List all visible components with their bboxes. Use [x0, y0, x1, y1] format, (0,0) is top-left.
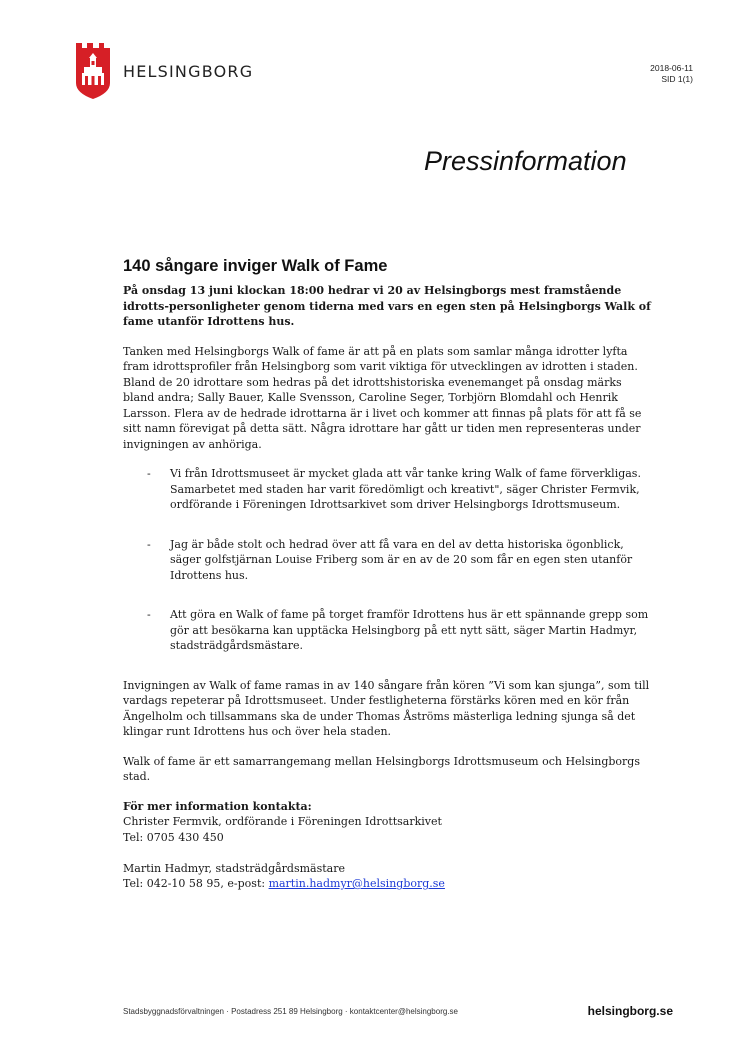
- bullet-dash: -: [147, 608, 151, 621]
- document-meta: [650, 63, 693, 84]
- footer-address: Stadsbyggnadsförvaltningen · Postadress 251 89 Helsingborg · kontaktcenter@helsingborg.se: [123, 1007, 458, 1016]
- contact-person-2-line: [123, 876, 653, 892]
- contact-block: [123, 799, 653, 892]
- contact-person-1-phone: Tel: 0705 430 450: [123, 830, 224, 844]
- article-paragraph-1: Tanken med Helsingborgs Walk of fame är att på en plats som samlar många idrotter lyfta fram idrottsprofiler från Helsingborg som varit viktiga för utvecklingen av idrotten i staden. Bland de 20 idrottare som hedras på det idrottshistoriska evenemanget på onsdag märks bland andra; Sally Bauer, Kalle Svensson, Caroline Seger, Torbjörn Blomdahl och Henrik Larsson. Flera av de hedrade idrottarna är i livet och kommer att finnas på plats för att få se sitt namn förevigat på detta sätt. Några idrottare har gått ur tiden men representeras under invigningen av anhöriga.: [123, 344, 642, 451]
- article-headline: 140 sångare inviger Walk of Fame: [123, 257, 388, 275]
- quote-text: Vi från Idrottsmuseet är mycket glada att vår tanke kring Walk of fame förverkligas. Samarbetet med staden har varit föredömligt och kreativt", säger Christer Fermvik, ordförande i Föreningen Idrottsarkivet som driver Helsingborgs Idrottsmuseum.: [170, 467, 641, 511]
- article-lead: På onsdag 13 juni klockan 18:00 hedrar vi 20 av Helsingborgs mest framstående idrotts-personligheter genom tiderna med vars en egen sten på Helsingborgs Walk of fame utanför Idrottens hus.: [123, 284, 651, 328]
- helsingborg-coat-of-arms-icon: [76, 43, 110, 99]
- quote-item: [123, 607, 653, 654]
- brand-wordmark: HELSINGBORG: [123, 62, 254, 81]
- article-body: [123, 257, 653, 892]
- bullet-dash: -: [147, 537, 151, 551]
- quote-item: [123, 537, 653, 584]
- bullet-dash: -: [147, 467, 151, 480]
- contact-heading: För mer information kontakta:: [123, 799, 312, 813]
- contact-person-2-phone: Tel: 042-10 58 95, e-post:: [123, 877, 269, 890]
- footer-website[interactable]: helsingborg.se: [587, 1004, 673, 1018]
- quote-item: [123, 466, 653, 513]
- quote-list: [123, 466, 653, 654]
- quote-text: Jag är både stolt och hedrad över att få vara en del av detta historiska ögonblick, säger golfstjärnan Louise Friberg som är en av de 20 som får en egen sten utanför Idrottens hus.: [170, 537, 633, 582]
- contact-person-2-name: Martin Hadmyr, stadsträdgårdsmästare: [123, 861, 345, 875]
- article-paragraph-3: Walk of fame är ett samarrangemang mellan Helsingborgs Idrottsmuseum och Helsingborgs stad.: [123, 754, 640, 783]
- article-paragraph-2: Invigningen av Walk of fame ramas in av 140 sångare från kören ”Vi som kan sjunga”, som till vardags repeterar på Idrottsmuseet. Under festligheterna förstärks kören med en kör från Ängelholm och tillsammans ska de under Thomas Åströms mästerliga ledning sjunga så det klingar runt Idrottens hus och över hela staden.: [123, 678, 650, 738]
- quote-text: Att göra en Walk of fame på torget framför Idrottens hus är ett spännande grepp som gör att besökarna kan upptäcka Helsingborg på ett nytt sätt, säger Martin Hadmyr, stadsträdgårdsmästare.: [170, 608, 649, 652]
- contact-person-1-name: Christer Fermvik, ordförande i Föreningen Idrottsarkivet: [123, 815, 442, 828]
- email-link[interactable]: martin.hadmyr@helsingborg.se: [268, 877, 445, 890]
- page-number: SID 1(1): [661, 73, 693, 84]
- document-date: 2018-06-11: [650, 63, 693, 73]
- document-type-title: Pressinformation: [424, 146, 627, 176]
